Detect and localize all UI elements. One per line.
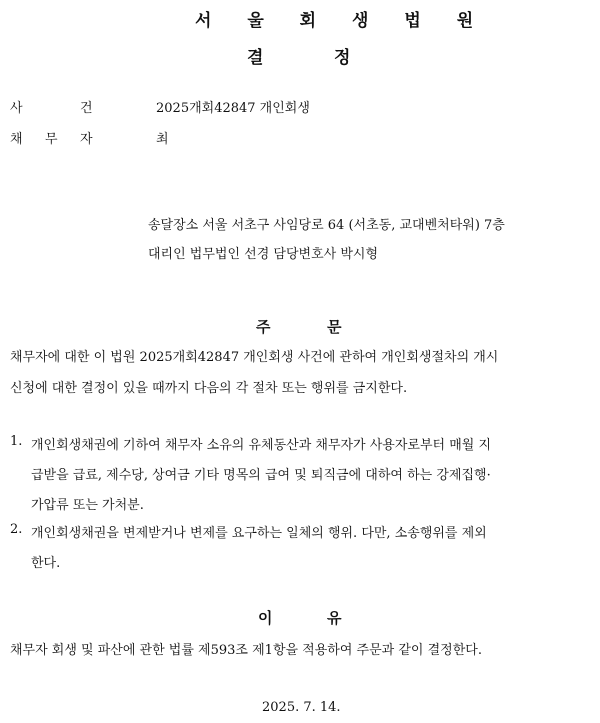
decision-date: 2025. 7. 14. xyxy=(262,700,341,715)
agent: 대리인 법무법인 선경 담당변호사 박시형 xyxy=(148,247,379,262)
case-label-char-2: 건 xyxy=(80,101,93,116)
debtor-value: 최 xyxy=(156,132,169,147)
item-1-line-2: 급받을 급료, 제수당, 상여금 기타 명목의 급여 및 퇴직금에 대하여 하는 강제집행· xyxy=(31,468,491,483)
debtor-label-char-1: 채 xyxy=(10,132,23,147)
item-1-number: 1. xyxy=(10,434,23,449)
item-1-line-1: 개인회생채권에 기하여 채무자 소유의 유체동산과 채무자가 사용자로부터 매월 지 xyxy=(31,438,492,453)
main-heading-left: 주 xyxy=(256,318,271,336)
reason-heading-right: 유 xyxy=(327,609,342,627)
service-address: 송달장소 서울 서초구 사임당로 64 (서초동, 교대벤처타워) 7층 xyxy=(148,218,505,233)
main-text-line-2: 신청에 대한 결정이 있을 때까지 다음의 각 절차 또는 행위를 금지한다. xyxy=(10,381,408,396)
reason-heading-left: 이 xyxy=(258,609,273,627)
doc-type-left: 결 xyxy=(247,48,264,68)
main-text-line-1: 채무자에 대한 이 법원 2025개회42847 개인회생 사건에 관하여 개인회생절차의 개시 xyxy=(10,350,499,365)
main-heading-right: 문 xyxy=(327,318,342,336)
item-2-line-2: 한다. xyxy=(31,556,61,571)
case-label-char-1: 사 xyxy=(10,101,23,116)
reason-text: 채무자 회생 및 파산에 관한 법률 제593조 제1항을 적용하여 주문과 같이 결정한다. xyxy=(10,643,482,658)
court-name: 서 울 회 생 법 원 xyxy=(195,11,489,31)
debtor-label-char-2: 무 xyxy=(45,132,58,147)
debtor-label-char-3: 자 xyxy=(80,132,93,147)
item-2-line-1: 개인회생채권을 변제받거나 변제를 요구하는 일체의 행위. 다만, 소송행위를 제외 xyxy=(31,526,487,541)
case-value: 2025개회42847 개인회생 xyxy=(156,101,310,116)
doc-type-right: 정 xyxy=(334,48,351,68)
item-2-number: 2. xyxy=(10,522,23,537)
item-1-line-3: 가압류 또는 가처분. xyxy=(31,498,144,513)
